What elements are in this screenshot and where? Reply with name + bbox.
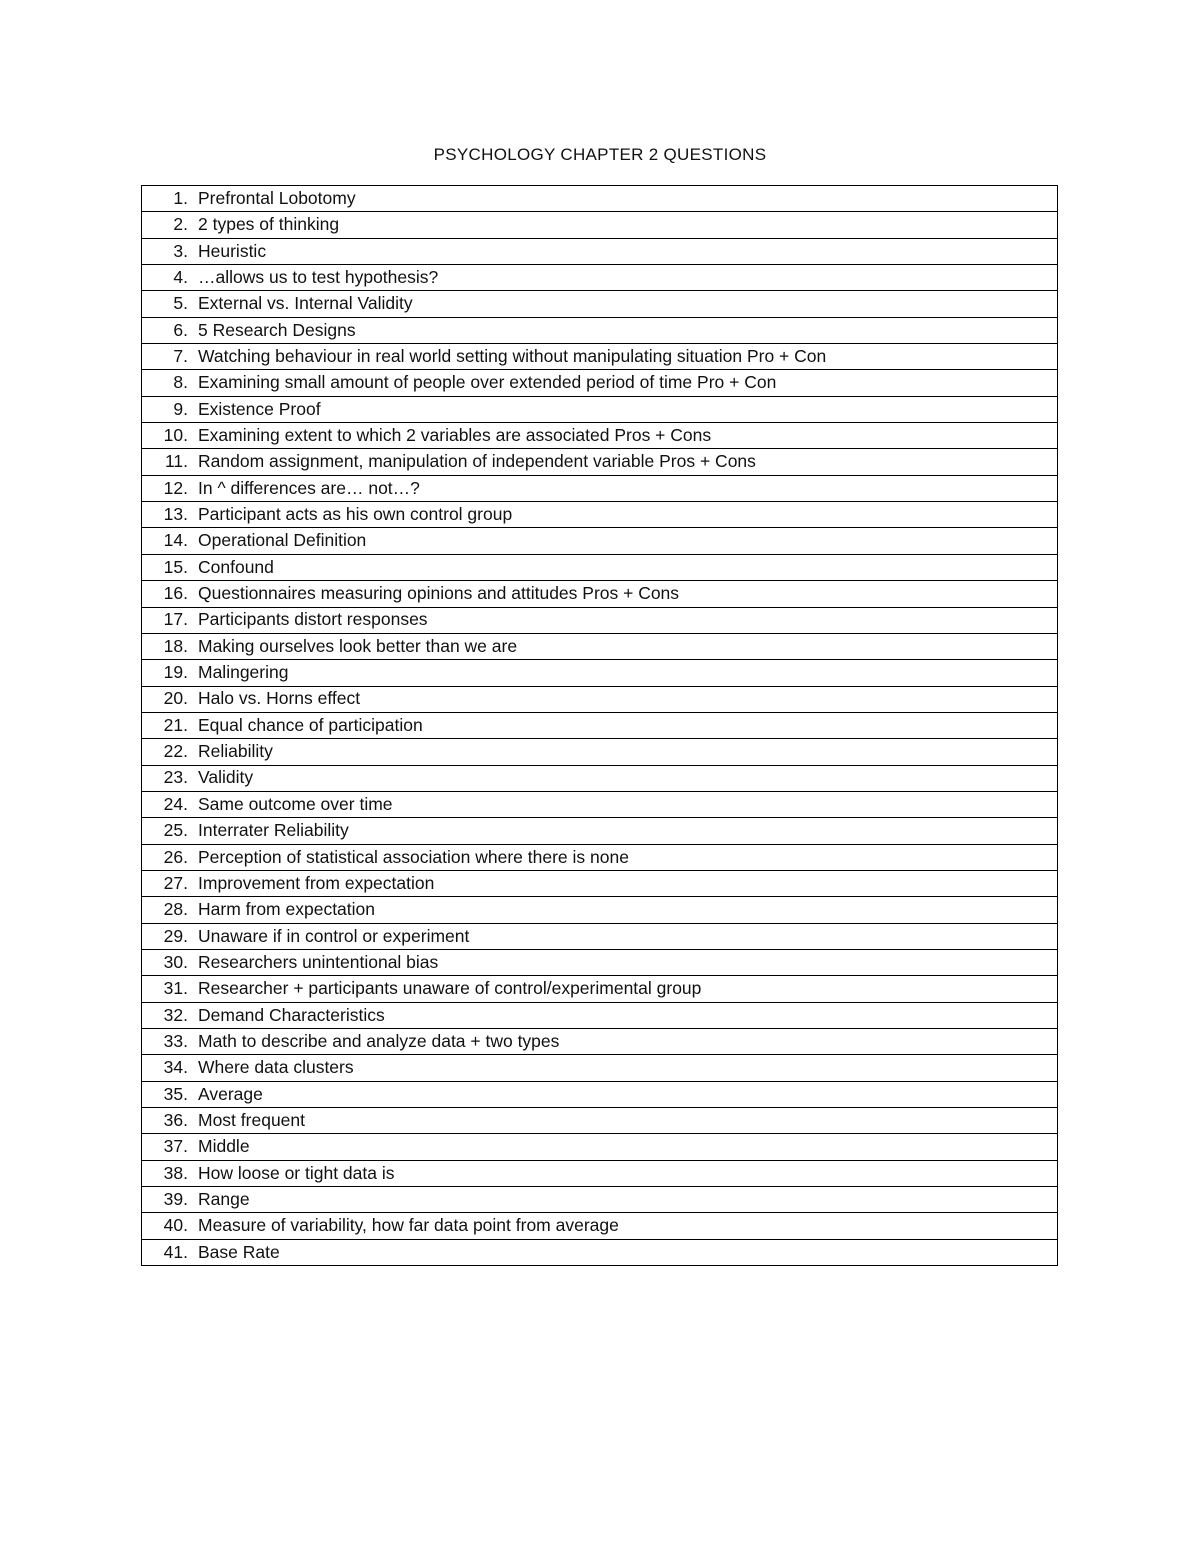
question-cell (142, 475, 1058, 501)
question-number: 6. (173, 319, 188, 340)
question-text: External vs. Internal Validity (198, 293, 413, 314)
question-cell (142, 1213, 1058, 1239)
question-text: Watching behaviour in real world setting without manipulating situation Pro + Con (198, 345, 827, 366)
question-number: 13. (163, 504, 188, 525)
question-number: 4. (173, 266, 188, 287)
question-number: 40. (163, 1215, 188, 1236)
question-text: Malingering (198, 662, 289, 683)
question-number: 32. (163, 1004, 188, 1025)
question-number: 36. (163, 1109, 188, 1130)
question-text: 2 types of thinking (198, 214, 340, 235)
question-row (142, 554, 1058, 580)
question-row (142, 423, 1058, 449)
question-row (142, 475, 1058, 501)
question-number: 21. (163, 714, 188, 735)
question-number: 37. (163, 1136, 188, 1157)
question-row (142, 1213, 1058, 1239)
question-text: Participant acts as his own control group (198, 504, 513, 525)
question-number: 39. (163, 1188, 188, 1209)
question-number: 12. (163, 477, 188, 498)
question-row (142, 186, 1058, 212)
question-text: Prefrontal Lobotomy (198, 187, 356, 208)
question-text: Participants distort responses (198, 609, 428, 630)
question-text: Random assignment, manipulation of independent variable Pros + Cons (198, 451, 756, 472)
question-row (142, 765, 1058, 791)
question-row (142, 607, 1058, 633)
question-cell (142, 528, 1058, 554)
question-cell (142, 238, 1058, 264)
question-text: Harm from expectation (198, 899, 376, 920)
question-cell (142, 712, 1058, 738)
question-text: Base Rate (198, 1241, 280, 1262)
question-row (142, 1187, 1058, 1213)
question-cell (142, 1081, 1058, 1107)
question-row (142, 1029, 1058, 1055)
question-number: 26. (163, 846, 188, 867)
question-text: How loose or tight data is (198, 1162, 395, 1183)
question-cell (142, 1108, 1058, 1134)
question-row (142, 976, 1058, 1002)
question-cell (142, 212, 1058, 238)
question-cell (142, 949, 1058, 975)
question-cell (142, 844, 1058, 870)
question-number: 41. (163, 1241, 188, 1262)
question-number: 28. (163, 899, 188, 920)
question-row (142, 791, 1058, 817)
question-cell (142, 449, 1058, 475)
question-number: 33. (163, 1030, 188, 1051)
question-cell (142, 607, 1058, 633)
question-number: 10. (163, 425, 188, 446)
question-row (142, 212, 1058, 238)
question-cell (142, 317, 1058, 343)
question-text: In ^ differences are… not…? (198, 477, 420, 498)
question-text: …allows us to test hypothesis? (198, 266, 439, 287)
question-cell (142, 1002, 1058, 1028)
question-number: 17. (163, 609, 188, 630)
question-row (142, 396, 1058, 422)
question-row (142, 633, 1058, 659)
question-cell (142, 765, 1058, 791)
question-cell (142, 1055, 1058, 1081)
question-number: 30. (163, 951, 188, 972)
question-number: 2. (173, 214, 188, 235)
question-number: 29. (163, 925, 188, 946)
question-text: Perception of statistical association where there is none (198, 846, 629, 867)
question-cell (142, 581, 1058, 607)
question-text: Examining small amount of people over extended period of time Pro + Con (198, 372, 777, 393)
question-text: Researchers unintentional bias (198, 951, 439, 972)
question-text: Unaware if in control or experiment (198, 925, 470, 946)
question-number: 38. (163, 1162, 188, 1183)
question-text: Where data clusters (198, 1057, 354, 1078)
question-text: Same outcome over time (198, 793, 393, 814)
question-text: Questionnaires measuring opinions and attitudes Pros + Cons (198, 583, 680, 604)
question-row (142, 660, 1058, 686)
question-number: 24. (163, 793, 188, 814)
question-row (142, 291, 1058, 317)
question-text: Examining extent to which 2 variables are associated Pros + Cons (198, 425, 712, 446)
question-row (142, 581, 1058, 607)
question-text: 5 Research Designs (198, 319, 356, 340)
question-number: 25. (163, 820, 188, 841)
question-row (142, 344, 1058, 370)
question-number: 5. (173, 293, 188, 314)
question-text: Average (198, 1083, 263, 1104)
question-number: 34. (163, 1057, 188, 1078)
question-number: 31. (163, 978, 188, 999)
question-cell (142, 344, 1058, 370)
question-text: Heuristic (198, 240, 267, 261)
question-row (142, 370, 1058, 396)
question-number: 3. (173, 240, 188, 261)
question-text: Measure of variability, how far data point from average (198, 1215, 619, 1236)
question-text: Range (198, 1188, 250, 1209)
question-number: 14. (163, 530, 188, 551)
question-row (142, 712, 1058, 738)
question-text: Validity (198, 767, 254, 788)
question-number: 19. (163, 662, 188, 683)
question-number: 18. (163, 635, 188, 656)
question-cell (142, 897, 1058, 923)
question-cell (142, 1187, 1058, 1213)
question-row (142, 923, 1058, 949)
questions-table (141, 185, 1058, 1266)
question-number: 16. (163, 583, 188, 604)
question-row (142, 1160, 1058, 1186)
question-cell (142, 186, 1058, 212)
question-cell (142, 1160, 1058, 1186)
question-cell (142, 502, 1058, 528)
question-number: 27. (163, 872, 188, 893)
question-row (142, 844, 1058, 870)
question-text: Existence Proof (198, 398, 321, 419)
question-text: Improvement from expectation (198, 872, 435, 893)
question-row (142, 317, 1058, 343)
question-row (142, 502, 1058, 528)
question-row (142, 449, 1058, 475)
question-cell (142, 1029, 1058, 1055)
question-text: Confound (198, 556, 274, 577)
question-cell (142, 633, 1058, 659)
question-number: 35. (163, 1083, 188, 1104)
question-cell (142, 686, 1058, 712)
question-text: Most frequent (198, 1109, 305, 1130)
question-cell (142, 923, 1058, 949)
question-text: Making ourselves look better than we are (198, 635, 518, 656)
question-cell (142, 791, 1058, 817)
question-cell (142, 423, 1058, 449)
question-text: Researcher + participants unaware of control/experimental group (198, 978, 702, 999)
question-text: Equal chance of participation (198, 714, 423, 735)
question-text: Math to describe and analyze data + two types (198, 1030, 560, 1051)
question-number: 7. (173, 345, 188, 366)
question-row (142, 870, 1058, 896)
question-cell (142, 265, 1058, 291)
page-title: PSYCHOLOGY CHAPTER 2 QUESTIONS (433, 145, 767, 164)
question-number: 1. (173, 187, 188, 208)
question-text: Halo vs. Horns effect (198, 688, 361, 709)
question-number: 15. (163, 556, 188, 577)
question-row (142, 949, 1058, 975)
question-text: Demand Characteristics (198, 1004, 385, 1025)
question-row (142, 238, 1058, 264)
question-row (142, 739, 1058, 765)
question-row (142, 1002, 1058, 1028)
question-cell (142, 660, 1058, 686)
question-row (142, 897, 1058, 923)
question-cell (142, 976, 1058, 1002)
question-cell (142, 739, 1058, 765)
question-cell (142, 291, 1058, 317)
question-row (142, 1055, 1058, 1081)
question-row (142, 1239, 1058, 1265)
question-number: 9. (173, 398, 188, 419)
question-row (142, 1081, 1058, 1107)
question-row (142, 1108, 1058, 1134)
question-row (142, 528, 1058, 554)
question-cell (142, 396, 1058, 422)
question-row (142, 818, 1058, 844)
question-number: 8. (173, 372, 188, 393)
question-cell (142, 370, 1058, 396)
question-cell (142, 1239, 1058, 1265)
question-row (142, 686, 1058, 712)
question-text: Interrater Reliability (198, 820, 349, 841)
question-cell (142, 554, 1058, 580)
question-number: 20. (163, 688, 188, 709)
question-cell (142, 1134, 1058, 1160)
question-number: 22. (163, 741, 188, 762)
question-number: 11. (164, 451, 188, 472)
question-cell (142, 818, 1058, 844)
question-row (142, 1134, 1058, 1160)
question-text: Middle (198, 1136, 250, 1157)
question-text: Reliability (198, 741, 273, 762)
question-cell (142, 870, 1058, 896)
question-number: 23. (163, 767, 188, 788)
questions-body (142, 186, 1058, 1266)
question-text: Operational Definition (198, 530, 367, 551)
question-row (142, 265, 1058, 291)
